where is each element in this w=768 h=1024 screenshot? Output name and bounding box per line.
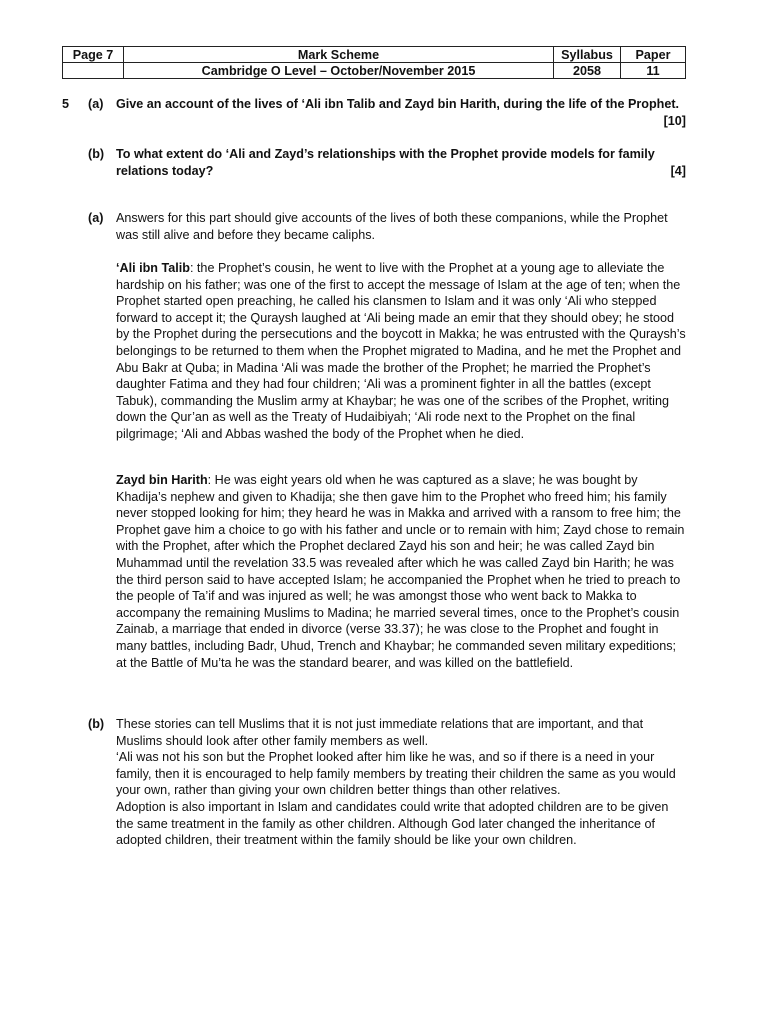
answer-b: [116, 716, 686, 849]
answer-a-intro: [116, 210, 686, 243]
blank-cell: [63, 63, 124, 79]
ali-text: : the Prophet’s cousin, he went to live with the Prophet at a young age to alleviate the hardship on his father; was one of the first to accept the message of Islam at the age of ten; when the Prophet started open preaching, he called his clansmen to Islam and it was only ‘Ali who stepped forward to accept it; the Quraysh laughed at ‘Ali being made an emir that they should obey; he stood by the Prophet during the persecutions and the boycott in Makka; he was entrusted with the Quraysh’s belongings to be returned to them when the Prophet migrated to Madina, and he met the Prophet and Abu Bakr at Quba; in Madina ‘Ali was made the brother of the Prophet; he married the Prophet’s daughter Fatima and they had four children; ‘Ali was a prominent fighter in all the battles (except Tabuk), commanding the Muslim army at Khaybar; he was one of the scribes of the Prophet, writing down the Qur’an as well as the Treaty of Hudaibiyah; ‘Ali rode next to the Prophet on the final pilgrimage; ‘Ali and Abbas washed the body of the Prophet when he died.: [116, 261, 686, 441]
zayd-text: : He was eight years old when he was captured as a slave; he was bought by Khadija’s nephew and given to Khadija; she then gave him to the Prophet who freed him; his family never stopped looking for him; they heard he was in Makka and arrived with a ransom to free him; the Prophet gave him a choice to go with his father and uncle or to remain with him; Zayd chose to remain with the Prophet, after which the Prophet declared Zayd his son and heir; he was called Zayd bin Muhammad until the revelation 33.5 was revealed after which he was called Zayd bin Harith; he was the third person said to have accepted Islam; he accompanied the Prophet when he tried to preach to the people of Ta’if and was injured as well; he was amongst those who went back to Makka to accompany the remaining Muslims to Madina; he married several times, once to the Prophet’s cousin Zainab, a marriage that ended in divorce (verse 33.37); he was close to the Prophet and fought in many battles, including Badr, Uhud, Trench and Khaybar; he commanded seven military expeditions; at the Battle of Mu’ta he was the standard bearer, and was killed on the battlefield.: [116, 473, 685, 670]
question-part-a-label: (a): [88, 97, 104, 111]
answer-b-para2: ‘Ali was not his son but the Prophet looked after him like he was, and so if there is a need in your family, then it is encouraged to help family members by treating their children the same as you would your own, rather than giving your own children better things than other relatives.: [116, 750, 676, 798]
paper-value: 11: [621, 63, 686, 79]
question-part-b-text: To what extent do ‘Ali and Zayd’s relationships with the Prophet provide models for family relations today?: [116, 147, 655, 178]
answer-b-label: (b): [88, 717, 105, 731]
question-part-a: [116, 96, 686, 129]
syllabus-value: 2058: [554, 63, 621, 79]
doc-subtitle: Cambridge O Level – October/November 2015: [124, 63, 554, 79]
ali-name: ‘Ali ibn Talib: [116, 261, 190, 275]
question-part-a-marks: [10]: [663, 113, 686, 128]
answer-b-para3: Adoption is also important in Islam and candidates could write that adopted children are to be given the same treatment in the family as other children. Although God later changed the inheritance of adopted children, their treatment within the family should be like your own children.: [116, 799, 669, 848]
syllabus-label: Syllabus: [554, 47, 621, 63]
header-table: [62, 46, 686, 79]
question-part-b-label: (b): [88, 147, 105, 161]
page-label: Page 7: [63, 47, 124, 63]
question-part-a-text: Give an account of the lives of ‘Ali ibn Talib and Zayd bin Harith, during the life of the Prophet.: [116, 97, 680, 111]
answer-b-para1: These stories can tell Muslims that it is not just immediate relations that are important, and that Muslims should look after other family members as well.: [116, 717, 644, 748]
zayd-paragraph: [116, 472, 686, 671]
zayd-name: Zayd bin Harith: [116, 473, 208, 487]
ali-paragraph: [116, 260, 686, 443]
question-part-b-marks: [4]: [670, 163, 686, 178]
answer-a-label: (a): [88, 211, 104, 225]
doc-type: Mark Scheme: [124, 47, 554, 63]
question-part-b: [116, 146, 686, 179]
answer-a-intro-text: Answers for this part should give accounts of the lives of both these companions, while the Prophet was still alive and before they became caliphs.: [116, 211, 668, 242]
question-number: 5: [62, 97, 70, 111]
paper-label: Paper: [621, 47, 686, 63]
